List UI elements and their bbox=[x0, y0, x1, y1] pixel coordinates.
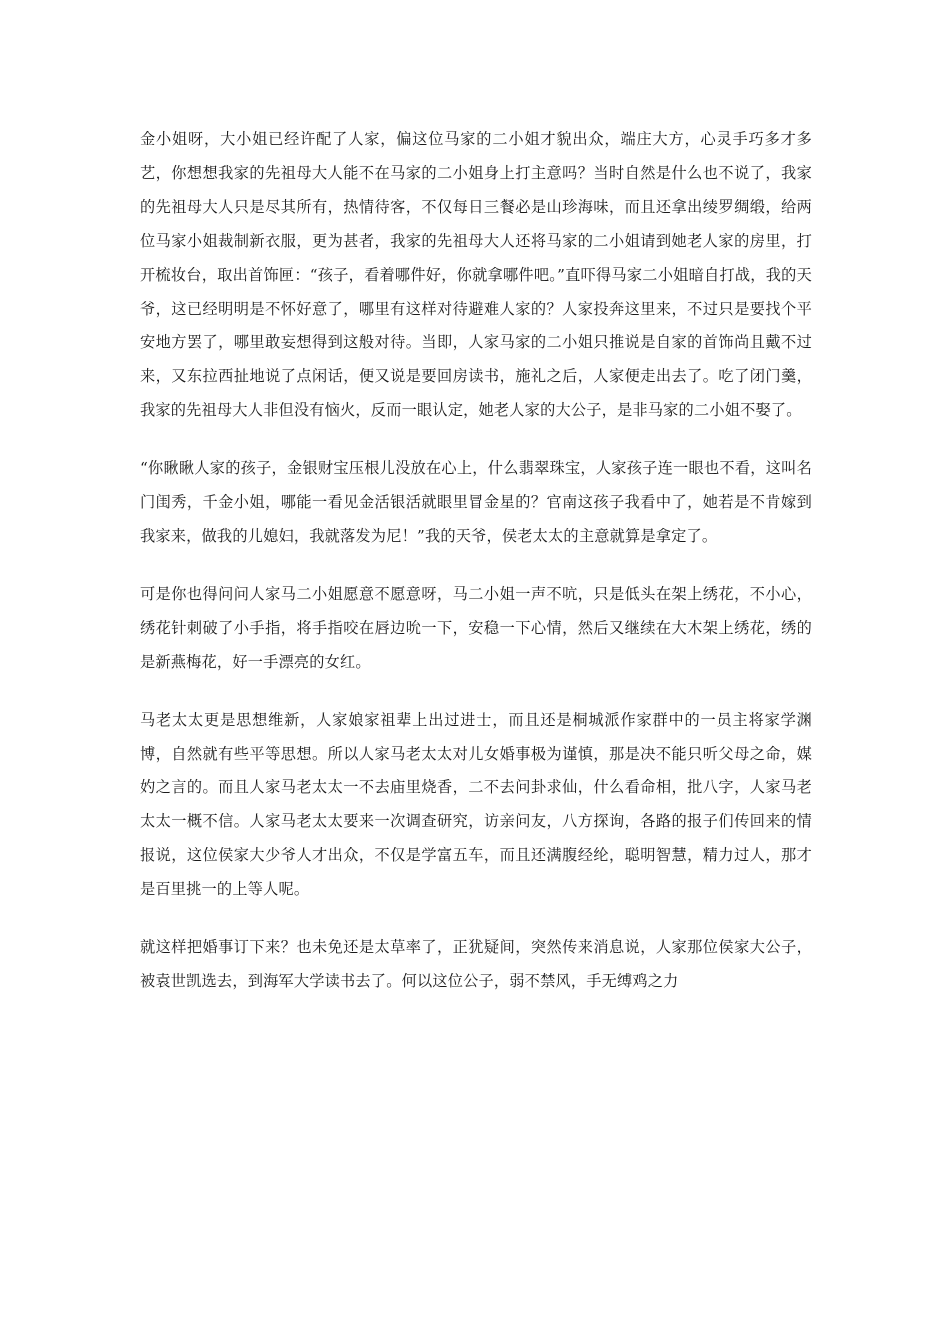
paragraph: 就这样把婚事订下来？也未免还是太草率了，正犹疑间，突然传来消息说，人家那位侯家大公子，被袁世凯选去，到海军大学读书去了。何以这位公子，弱不禁风，手无缚鸡之力 bbox=[140, 938, 812, 990]
document-body bbox=[140, 123, 812, 1023]
paragraph: 可是你也得问问人家马二小姐愿意不愿意呀，马二小姐一声不吭，只是低头在架上绣花，不小心，绣花针刺破了小手指，将手指咬在唇边吮一下，安稳一下心情，然后又继续在大木架上绣花，绣的是新燕梅花，好一手漂亮的女红。 bbox=[140, 584, 812, 671]
paragraph: “你瞅瞅人家的孩子，金银财宝压根儿没放在心上，什么翡翠珠宝，人家孩子连一眼也不看，这叫名门闺秀，千金小姐，哪能一看见金活银活就眼里冒金星的？官南这孩子我看中了，她若是不肯嫁到我家来，做我的儿媳妇，我就落发为尼！”我的天爷，侯老太太的主意就算是拿定了。 bbox=[140, 459, 812, 545]
paragraph: 金小姐呀，大小姐已经许配了人家，偏这位马家的二小姐才貌出众，端庄大方，心灵手巧多才多艺，你想想我家的先祖母大人能不在马家的二小姐身上打主意吗？当时自然是什么也不说了，我家的先祖母大人只是尽其所有，热情待客，不仅每日三餐必是山珍海味，而且还拿出绫罗绸缎，给两位马家小姐裁制新衣服，更为甚者，我家的先祖母大人还将马家的二小姐请到她老人家的房里，打开梳妆台，取出首饰匣：“孩子，看着哪件好，你就拿哪件吧。”直吓得马家二小姐暗自打战，我的天爷，这已经明明是不怀好意了，哪里有这样对待避难人家的？人家投奔这里来，不过只是要找个平安地方罢了，哪里敢妄想得到这般对待。当即，人家马家的二小姐只推说是自家的首饰尚且戴不过来，又东拉西扯地说了点闲话，便又说是要回房读书，施礼之后，人家便走出去了。吃了闭门羹，我家的先祖母大人非但没有恼火，反而一眼认定，她老人家的大公子，是非马家的二小姐不娶了。 bbox=[140, 130, 812, 420]
paragraph: 马老太太更是思想维新，人家娘家祖辈上出过进士，而且还是桐城派作家群中的一员主将家学渊博，自然就有些平等思想。所以人家马老太太对儿女婚事极为谨慎，那是决不能只听父母之命，媒妁之言的。而且人家马老太太一不去庙里烧香，二不去问卦求仙，什么看命相，批八字，人家马老太太一概不信。人家马老太太要来一次调查研究，访亲问友，八方探询，各路的报子们传回来的情报说，这位侯家大少爷人才出众，不仅是学富五车，而且还满腹经纶，聪明智慧，精力过人，那才是百里挑一的上等人呢。 bbox=[140, 710, 812, 899]
